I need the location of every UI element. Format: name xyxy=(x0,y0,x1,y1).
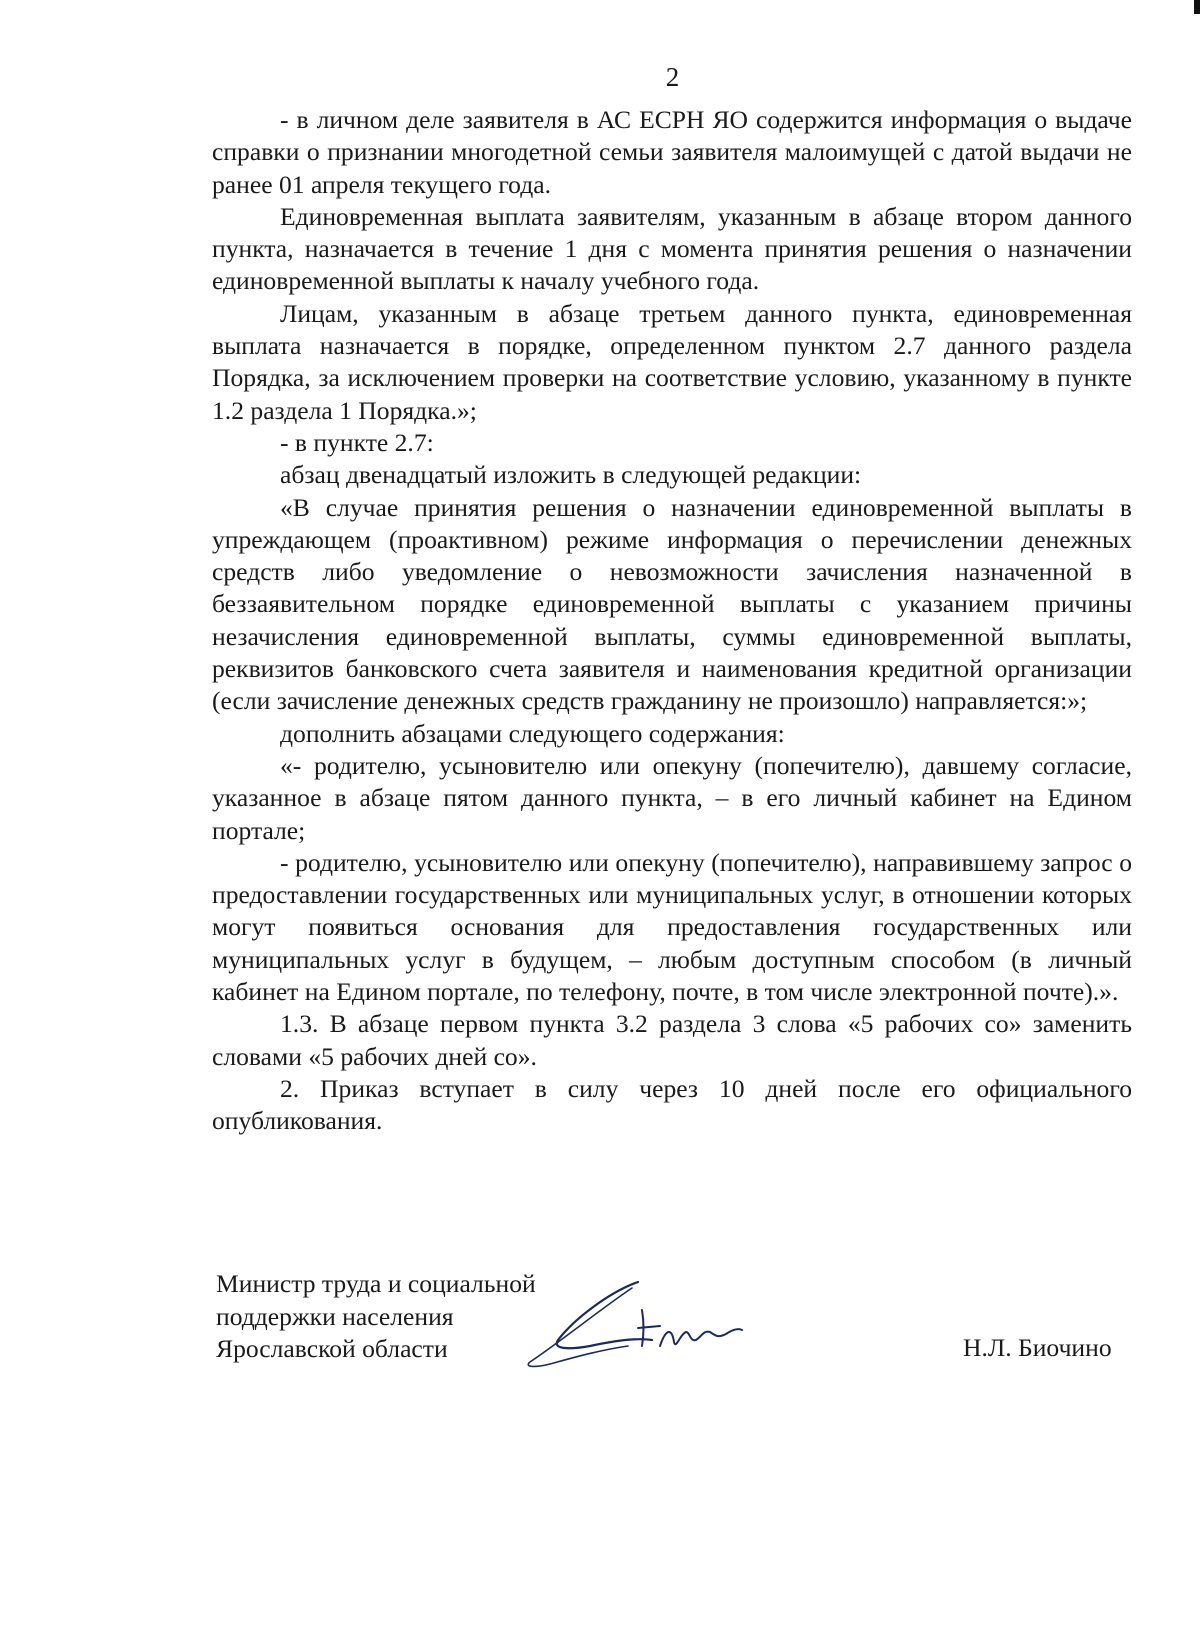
signatory-name: Н.Л. Биочино xyxy=(963,1333,1112,1362)
page-number: 2 xyxy=(665,62,680,92)
paragraph: абзац двенадцатый изложить в следующей редакции: xyxy=(280,460,862,490)
paragraph: - в пункте 2.7: xyxy=(280,427,434,457)
position-line: поддержки населения xyxy=(216,1301,454,1331)
paragraph: «- родителю, усыновителю или опекуну (попечителю), давшему согласие, указанное в абзаце пятом данного пункта, – в его личный кабинет на Едином портале; xyxy=(212,750,1132,845)
position-line: Ярославской области xyxy=(216,1334,448,1363)
paragraph: 2. Приказ вступает в силу через 10 дней после его официального опубликования. xyxy=(212,1073,1132,1136)
paragraph: - родителю, усыновителю или опекуну (попечителю), направившему запрос о предоставлении государственных или муниципальных услуг, в отношении которых могут появиться основания для предоставления государственных или муниципальных услуг в будущем, – любым доступным способом (в личный кабинет на Едином портале, по телефону, почте, в том числе электронной почте).». xyxy=(212,847,1132,1007)
paragraph: Единовременная выплата заявителям, указанным в абзаце втором данного пункта, назначается в течение 1 дня с момента принятия решения о назначении единовременной выплаты к началу учебного года. xyxy=(212,201,1132,296)
paragraph: Лицам, указанным в абзаце третьем данного пункта, единовременная выплата назначается в порядке, определенном пунктом 2.7 данного раздела Порядка, за исключением проверки на соответствие условию, указанному в пункте 1.2 раздела 1 Порядка.»; xyxy=(212,298,1132,425)
paragraph: - в личном деле заявителя в АС ЕСРН ЯО содержится информация о выдаче справки о признании многодетной семьи заявителя малоимущей с датой выдачи не ранее 01 апреля текущего года. xyxy=(212,105,1132,199)
handwritten-signature xyxy=(520,1270,780,1375)
paragraph: «В случае принятия решения о назначении единовременной выплаты в упреждающем (проактивном) режиме информация о перечислении денежных средств либо уведомление о невозможности зачисления назначенной в беззаявительном порядке единовременной выплаты с указанием причины незачисления единовременной выплаты, суммы единовременной выплаты, реквизитов банковского счета заявителя и наименования кредитной организации (если зачисление денежных средств гражданину не произошло) направляется:»; xyxy=(212,492,1132,716)
scan-edge-mark xyxy=(1194,0,1200,14)
signatory-position xyxy=(216,1268,536,1366)
document-body xyxy=(212,104,1132,1138)
position-line: Министр труда и социальной xyxy=(216,1269,536,1298)
paragraph: дополнить абзацами следующего содержания: xyxy=(280,718,785,748)
paragraph: 1.3. В абзаце первом пункта 3.2 раздела 3 слова «5 рабочих со» заменить словами «5 рабочих дней со». xyxy=(212,1009,1132,1071)
